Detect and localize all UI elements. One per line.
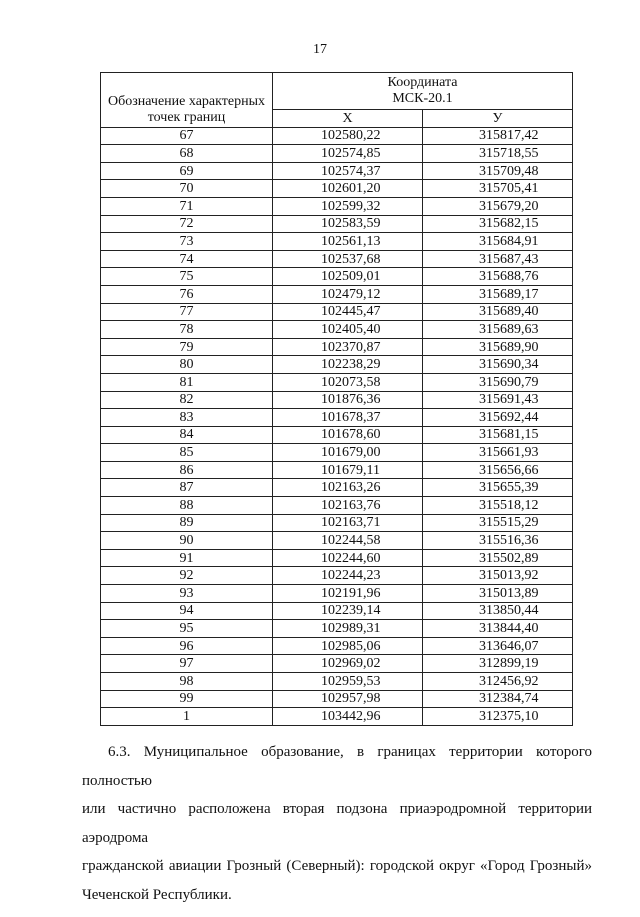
point-cell: 72	[101, 215, 273, 233]
paragraph-line-1	[82, 738, 592, 795]
y-coordinate-cell: 315661,93	[423, 444, 573, 462]
table-row	[101, 620, 573, 638]
x-coordinate-cell: 102957,98	[273, 690, 423, 708]
x-coordinate-cell: 102969,02	[273, 655, 423, 673]
y-coordinate-cell: 315515,29	[423, 514, 573, 532]
x-coordinate-cell: 102989,31	[273, 620, 423, 638]
point-cell: 79	[101, 338, 273, 356]
x-coordinate-cell: 102574,37	[273, 162, 423, 180]
point-cell: 82	[101, 391, 273, 409]
x-coordinate-cell: 102239,14	[273, 602, 423, 620]
point-cell: 78	[101, 321, 273, 339]
table-row	[101, 285, 573, 303]
point-cell: 69	[101, 162, 273, 180]
coordinate-system-label: МСК-20.1	[392, 91, 453, 106]
y-coordinate-cell: 315689,40	[423, 303, 573, 321]
y-coordinate-cell: 315502,89	[423, 549, 573, 567]
point-cell: 77	[101, 303, 273, 321]
coordinate-label: Координата	[387, 75, 458, 90]
point-cell: 80	[101, 356, 273, 374]
x-coordinate-cell: 102191,96	[273, 585, 423, 603]
table-row	[101, 673, 573, 691]
point-cell: 67	[101, 127, 273, 145]
x-coordinate-cell: 102574,85	[273, 145, 423, 163]
point-cell: 86	[101, 461, 273, 479]
table-row	[101, 444, 573, 462]
y-coordinate-cell: 315518,12	[423, 497, 573, 515]
point-cell: 96	[101, 637, 273, 655]
table-row	[101, 409, 573, 427]
x-column-header: X	[273, 110, 423, 128]
page-number: 17	[313, 42, 327, 57]
y-coordinate-cell: 315684,91	[423, 233, 573, 251]
table-row	[101, 303, 573, 321]
table-row	[101, 690, 573, 708]
x-coordinate-cell: 102370,87	[273, 338, 423, 356]
y-coordinate-cell: 312899,19	[423, 655, 573, 673]
point-cell: 74	[101, 250, 273, 268]
x-coordinate-cell: 102509,01	[273, 268, 423, 286]
y-coordinate-cell: 315709,48	[423, 162, 573, 180]
y-coordinate-cell: 315705,41	[423, 180, 573, 198]
point-cell: 81	[101, 373, 273, 391]
point-designation-header: Обозначение характерных точек границ	[101, 73, 273, 128]
table-row	[101, 373, 573, 391]
paragraph-line-2: или частично расположена вторая подзона приаэродромной территории аэродрома	[82, 801, 592, 846]
table-row	[101, 321, 573, 339]
point-cell: 91	[101, 549, 273, 567]
table-row	[101, 708, 573, 726]
x-coordinate-cell: 101678,60	[273, 426, 423, 444]
x-coordinate-cell: 101876,36	[273, 391, 423, 409]
table-row	[101, 215, 573, 233]
table-row	[101, 180, 573, 198]
coordinates-table	[100, 72, 573, 726]
x-coordinate-cell: 102163,26	[273, 479, 423, 497]
paragraph-line-1-text: 6.3. Муниципальное образование, в границах территории которого полностью	[82, 744, 592, 789]
x-coordinate-cell: 102163,71	[273, 514, 423, 532]
y-coordinate-cell: 315681,15	[423, 426, 573, 444]
point-cell: 92	[101, 567, 273, 585]
table-row	[101, 567, 573, 585]
x-coordinate-cell: 101679,00	[273, 444, 423, 462]
table-row	[101, 162, 573, 180]
table-row	[101, 585, 573, 603]
x-coordinate-cell: 102405,40	[273, 321, 423, 339]
y-coordinate-cell: 313646,07	[423, 637, 573, 655]
x-coordinate-cell: 102599,32	[273, 197, 423, 215]
x-coordinate-cell: 102561,13	[273, 233, 423, 251]
y-coordinate-cell: 315688,76	[423, 268, 573, 286]
x-coordinate-cell: 102580,22	[273, 127, 423, 145]
table-row	[101, 514, 573, 532]
y-coordinate-cell: 315817,42	[423, 127, 573, 145]
y-column-header: У	[423, 110, 573, 128]
point-cell: 71	[101, 197, 273, 215]
point-cell: 95	[101, 620, 273, 638]
point-cell: 94	[101, 602, 273, 620]
municipality-paragraph	[82, 738, 592, 909]
y-coordinate-cell: 315689,17	[423, 285, 573, 303]
x-coordinate-cell: 103442,96	[273, 708, 423, 726]
x-coordinate-cell: 102073,58	[273, 373, 423, 391]
y-coordinate-cell: 315692,44	[423, 409, 573, 427]
point-cell: 84	[101, 426, 273, 444]
point-cell: 70	[101, 180, 273, 198]
y-coordinate-cell: 315690,34	[423, 356, 573, 374]
y-coordinate-cell: 312375,10	[423, 708, 573, 726]
table-row	[101, 338, 573, 356]
table-row	[101, 602, 573, 620]
y-coordinate-cell: 312456,92	[423, 673, 573, 691]
x-coordinate-cell: 102244,23	[273, 567, 423, 585]
paragraph-line-3: гражданской авиации Грозный (Северный): городской округ «Город Грозный»	[82, 858, 592, 874]
y-coordinate-cell: 315689,63	[423, 321, 573, 339]
point-cell: 89	[101, 514, 273, 532]
coordinates-table-body	[101, 127, 573, 725]
point-cell: 85	[101, 444, 273, 462]
y-coordinate-cell: 315718,55	[423, 145, 573, 163]
y-coordinate-cell: 315013,92	[423, 567, 573, 585]
y-coordinate-cell: 315656,66	[423, 461, 573, 479]
point-cell: 93	[101, 585, 273, 603]
table-row	[101, 479, 573, 497]
x-coordinate-cell: 102583,59	[273, 215, 423, 233]
x-coordinate-cell: 101678,37	[273, 409, 423, 427]
x-coordinate-cell: 102601,20	[273, 180, 423, 198]
x-coordinate-cell: 102985,06	[273, 637, 423, 655]
point-cell: 75	[101, 268, 273, 286]
point-cell: 97	[101, 655, 273, 673]
x-coordinate-cell: 102537,68	[273, 250, 423, 268]
point-cell: 98	[101, 673, 273, 691]
y-coordinate-cell: 315691,43	[423, 391, 573, 409]
point-cell: 1	[101, 708, 273, 726]
table-row	[101, 391, 573, 409]
table-row	[101, 637, 573, 655]
x-coordinate-cell: 102959,53	[273, 673, 423, 691]
y-coordinate-cell: 315690,79	[423, 373, 573, 391]
table-row	[101, 356, 573, 374]
x-coordinate-cell: 101679,11	[273, 461, 423, 479]
y-coordinate-cell: 315679,20	[423, 197, 573, 215]
table-row	[101, 549, 573, 567]
table-row	[101, 127, 573, 145]
point-cell: 68	[101, 145, 273, 163]
x-coordinate-cell: 102238,29	[273, 356, 423, 374]
x-coordinate-cell: 102163,76	[273, 497, 423, 515]
table-row	[101, 268, 573, 286]
y-coordinate-cell: 315013,89	[423, 585, 573, 603]
point-cell: 87	[101, 479, 273, 497]
table-row	[101, 250, 573, 268]
table-row	[101, 426, 573, 444]
table-row	[101, 497, 573, 515]
y-coordinate-cell: 313850,44	[423, 602, 573, 620]
point-cell: 88	[101, 497, 273, 515]
x-coordinate-cell: 102445,47	[273, 303, 423, 321]
point-cell: 90	[101, 532, 273, 550]
y-coordinate-cell: 315689,90	[423, 338, 573, 356]
point-cell: 83	[101, 409, 273, 427]
table-row	[101, 655, 573, 673]
y-coordinate-cell: 312384,74	[423, 690, 573, 708]
y-coordinate-cell: 315687,43	[423, 250, 573, 268]
point-cell: 99	[101, 690, 273, 708]
point-cell: 73	[101, 233, 273, 251]
table-row	[101, 461, 573, 479]
y-coordinate-cell: 315655,39	[423, 479, 573, 497]
coordinate-system-header	[273, 73, 573, 110]
table-row	[101, 145, 573, 163]
y-coordinate-cell: 315682,15	[423, 215, 573, 233]
table-row	[101, 532, 573, 550]
y-coordinate-cell: 313844,40	[423, 620, 573, 638]
paragraph-line-4: Чеченской Республики.	[82, 886, 232, 903]
x-coordinate-cell: 102479,12	[273, 285, 423, 303]
table-row	[101, 197, 573, 215]
point-cell: 76	[101, 285, 273, 303]
y-coordinate-cell: 315516,36	[423, 532, 573, 550]
x-coordinate-cell: 102244,58	[273, 532, 423, 550]
table-row	[101, 233, 573, 251]
x-coordinate-cell: 102244,60	[273, 549, 423, 567]
